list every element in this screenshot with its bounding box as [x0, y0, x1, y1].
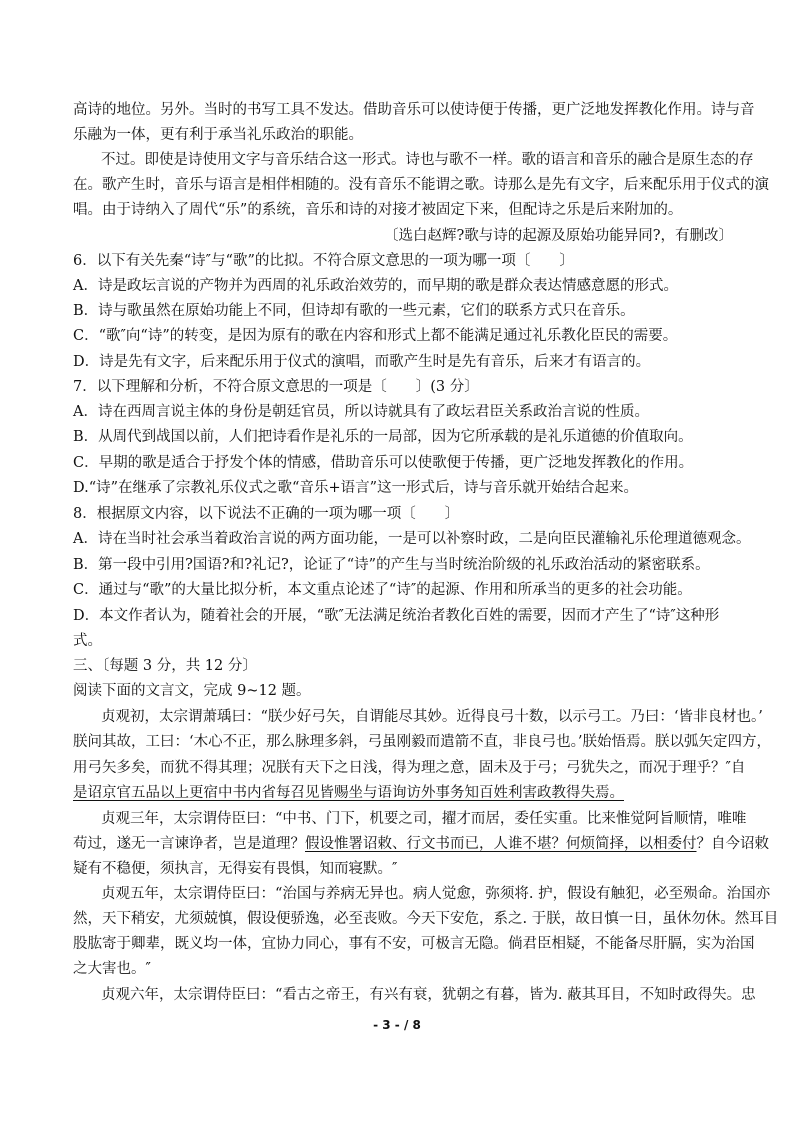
question-6-stem: 6．以下有关先秦“诗″与“歌”的比拟。不符合原文意思的一项为哪一项〔 〕: [73, 253, 574, 269]
passage-line: 在。歌产生时，音乐与语言是相伴相随的。没有音乐不能谓之歌。诗那么是先有文字，后来配乐用于仪式的演: [73, 177, 769, 193]
paragraph-4-line: 贞观六年，太宗谓侍臣曰：“看古之帝王，有兴有衰，犹朝之有暮，皆为. 蔽其耳目，不知时政得失。忠: [101, 987, 756, 1003]
underlined-sentence: 假设惟署诏敕、行文书而已，人谁不堪？何烦简择，以相委付: [305, 836, 697, 852]
passage-line: 乐融为一体，更有利于承当礼乐政治的职能。: [73, 127, 363, 143]
section-3-header: 三、〔每题 3 分，共 12 分〕: [73, 658, 257, 674]
q6-option-d: D．诗是先有文字，后来配乐用于仪式的演唱，而歌产生时是先有音乐，后来才有语言的。: [73, 354, 651, 370]
passage-line: 高诗的地位。另外。当时的书写工具不发达。借助音乐可以使诗便于传播，更广泛地发挥教化作用。诗与音: [73, 102, 755, 118]
classical-line-underlined: 是诏京官五品以上更宿中书内省每召见皆赐坐与语询访外事务知百姓利害政教得失焉。: [73, 785, 624, 801]
q8-option-c: C．通过与“歌”的大量比拟分析，本文重点论述了“诗″的起源、作用和所承当的更多的社会功能。: [73, 582, 692, 598]
q8-option-d: D．本文作者认为，随着社会的开展，“歌″无法满足统治者教化百姓的需要，因而才产生了“诗″这种形: [73, 608, 720, 624]
paragraph-2-line: 疑有不稳便，须执言，无得妄有畏惧，知而寝默。″: [73, 861, 398, 877]
q8-option-b: B．第一段中引用?国语?和?礼记?，论证了“诗”的产生与当时统治阶级的礼乐政治活动的紧密联系。: [73, 557, 710, 573]
question-7-stem: 7．以下理解和分析，不符合原文意思的一项是〔 〕(3 分〕: [73, 379, 479, 395]
paragraph-2-line: [73, 834, 769, 854]
paragraph-3-line: 股肱寄于卿辈，既义均一体，宜协力同心，事有不安，可极言无隐。倘君臣相疑，不能备尽肝膈，实为治国: [73, 936, 755, 952]
classical-line: 用弓矢多矣，而犹不得其理；况朕有天下之日浅，得为理之意，固未及于弓；弓犹失之，而况于理乎？″自: [73, 760, 746, 776]
q8-option-a: A．诗在当时社会承当着政治言说的两方面功能，一是可以补察时政，二是向臣民灌输礼乐伦理道德观念。: [73, 531, 751, 547]
paragraph-2-line: 贞观三年，太宗谓侍臣曰：“中书、门下，机要之司，擢才而居，委任实重。比来惟觉阿旨顺情，唯唯: [101, 811, 747, 827]
q7-option-b: B．从周代到战国以前，人们把诗看作是礼乐的一局部，因为它所承载的是礼乐道德的价值取向。: [73, 429, 693, 445]
paragraph-3-line: 然，天下稍安，尤须兢慎，假设便骄逸，必至丧败。今天下安危，系之. 于朕，故日慎一日，虽休勿休。然耳目: [73, 911, 779, 927]
question-8-stem: 8．根据原文内容，以下说法不正确的一项为哪一项〔 〕: [73, 506, 460, 522]
p2-text: 苟过，遂无一言谏诤者，岂是道理？: [73, 836, 305, 852]
q7-option-d: D.“诗”在继承了宗教礼乐仪式之歌“音乐+语言”这一形式后，诗与音乐就开始结合起来。: [73, 480, 639, 496]
q6-option-b: B．诗与歌虽然在原始功能上不同，但诗却有歌的一些元素，它们的联系方式只在音乐。: [73, 303, 635, 319]
paragraph-3-line: 贞观五年，太宗谓侍臣曰：“治国与养病无异也。病人觉愈，弥须将. 护，假设有触犯，必至殒命。治国亦: [101, 886, 771, 902]
classical-line: 朕问其故，工曰：‘木心不正，那么脉理多斜，弓虽刚毅而遣箭不直，非良弓也。’朕始悟焉。朕以弧矢定四方，: [73, 734, 771, 750]
q7-option-c: C．早期的歌是适合于抒发个体的情感，借助音乐可以使歌便于传播，更广泛地发挥教化的作用。: [73, 455, 694, 471]
source-note: 〔选白赵辉?歌与诗的起源及原始功能异同?，有删改〕: [383, 228, 733, 244]
passage-line: 不过。即使是诗使用文字与音乐结合这一形式。诗也与歌不一样。歌的语言和音乐的融合是原生态的存: [101, 152, 754, 168]
paragraph-3-line: 之大害也。″: [73, 961, 151, 977]
q6-option-a: A．诗是政坛言说的产物并为西周的礼乐政治效劳的，而早期的歌是群众表达情感意愿的形式。: [73, 278, 678, 294]
passage-line: 唱。由于诗纳入了周代“乐”的系统，音乐和诗的对接才被固定下来，但配诗之乐是后来附加的。: [73, 202, 683, 218]
section-3-instruction: 阅读下面的文言文，完成 9~12 题。: [73, 683, 311, 699]
page-number: - 3 - / 8: [373, 1018, 421, 1032]
classical-line: 贞观初，太宗谓萧瑀曰：“朕少好弓矢，自谓能尽其妙。近得良弓十数，以示弓工。乃曰：‘皆非良材也。’: [101, 709, 763, 725]
q7-option-a: A．诗在西周言说主体的身份是朝廷官员，所以诗就具有了政坛君臣关系政治言说的性质。: [73, 404, 649, 420]
p2-text: ？自今诏敕: [696, 836, 769, 852]
q8-option-d-continued: 式。: [73, 633, 102, 649]
q6-option-c: C．“歌″向“诗”的转变，是因为原有的歌在内容和形式上都不能满足通过礼乐教化臣民的需要。: [73, 328, 678, 344]
